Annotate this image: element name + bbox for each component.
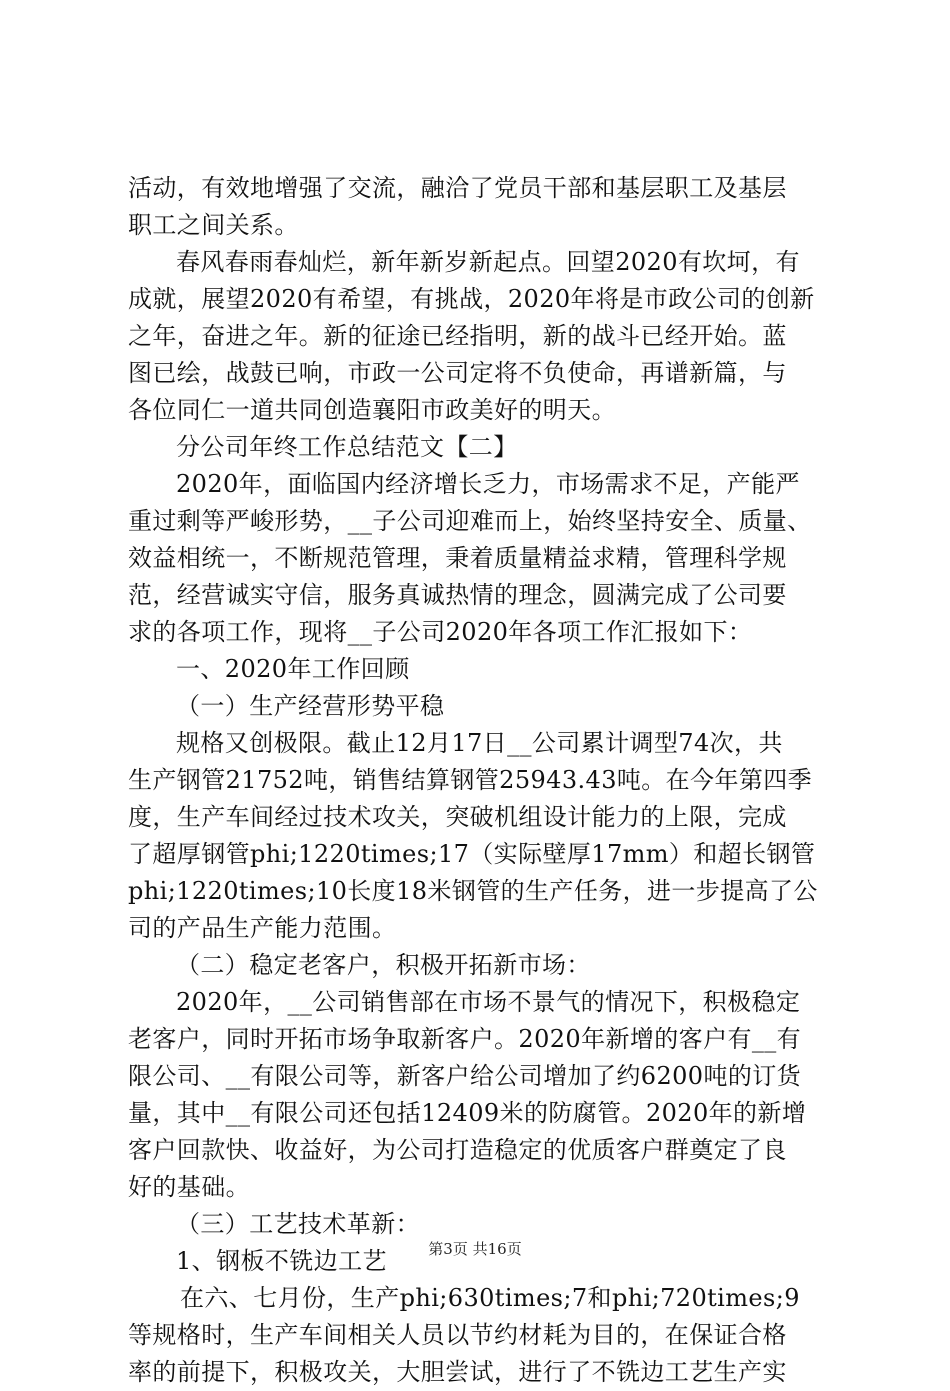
text-line: 规格又创极限。截止12月17日__公司累计调型74次，共 — [176, 729, 783, 757]
text-line: 了超厚钢管phi;1220times;17（实际壁厚17mm）和超长钢管 — [128, 840, 816, 868]
text-line: 2020年，__公司销售部在市场不景气的情况下，积极稳定 — [176, 988, 801, 1016]
text-line: 图已绘，战鼓已响，市政一公司定将不负使命，再谱新篇，与 — [128, 359, 787, 387]
text-line: 司的产品生产能力范围。 — [128, 914, 397, 942]
text-line: 2020年，面临国内经济增长乏力，市场需求不足，产能严 — [176, 470, 800, 498]
text-line: 老客户，同时开拓市场争取新客户。2020年新增的客户有__有 — [128, 1025, 802, 1053]
text-line: 度，生产车间经过技术攻关，突破机组设计能力的上限，完成 — [128, 803, 787, 831]
section-heading: 分公司年终工作总结范文【二】 — [176, 433, 518, 461]
text-line: 之年，奋进之年。新的征途已经指明，新的战斗已经开始。蓝 — [128, 322, 787, 350]
text-line: 量，其中__有限公司还包括12409米的防腐管。2020年的新增 — [128, 1099, 807, 1127]
text-line: 职工之间关系。 — [128, 211, 299, 239]
text-line: 求的各项工作，现将__子公司2020年各项工作汇报如下： — [128, 618, 753, 646]
subsection-heading: （二）稳定老客户，积极开拓新市场： — [176, 951, 591, 979]
text-line: 重过剩等严峻形势，__子公司迎难而上，始终坚持安全、质量、 — [128, 507, 812, 535]
text-line: 等规格时，生产车间相关人员以节约材耗为目的，在保证合格 — [128, 1321, 787, 1349]
text-line: 成就，展望2020有希望，有挑战，2020年将是市政公司的创新 — [128, 285, 815, 313]
text-line: 限公司、__有限公司等，新客户给公司增加了约6200吨的订货 — [128, 1062, 802, 1090]
text-line: 各位同仁一道共同创造襄阳市政美好的明天。 — [128, 396, 616, 424]
text-line: 春风春雨春灿烂，新年新岁新起点。回望2020有坎坷，有 — [176, 248, 800, 276]
text-line: phi;1220times;10长度18米钢管的生产任务，进一步提高了公 — [128, 877, 818, 905]
subsection-heading: （三）工艺技术革新： — [176, 1210, 420, 1238]
document-body — [128, 170, 830, 1391]
text-line: 活动，有效地增强了交流，融洽了党员干部和基层职工及基层 — [128, 174, 787, 202]
text-line: 效益相统一，不断规范管理，秉着质量精益求精，管理科学规 — [128, 544, 787, 572]
section-heading: 一、2020年工作回顾 — [176, 655, 410, 683]
text-line: 客户回款快、收益好，为公司打造稳定的优质客户群奠定了良 — [128, 1136, 787, 1164]
page-number-footer: 第3页 共16页 — [428, 1240, 522, 1258]
subsection-heading: 1、钢板不铣边工艺 — [176, 1247, 387, 1275]
text-line: 好的基础。 — [128, 1173, 250, 1201]
subsection-heading: （一）生产经营形势平稳 — [176, 692, 445, 720]
text-line: 率的前提下，积极攻关，大胆尝试，进行了不铣边工艺生产实 — [128, 1358, 787, 1386]
text-line: 范，经营诚实守信，服务真诚热情的理念，圆满完成了公司要 — [128, 581, 787, 609]
text-line: 生产钢管21752吨，销售结算钢管25943.43吨。在今年第四季 — [128, 766, 813, 794]
text-line: 在六、七月份，生产phi;630times;7和phi;720times;9 — [180, 1284, 800, 1312]
